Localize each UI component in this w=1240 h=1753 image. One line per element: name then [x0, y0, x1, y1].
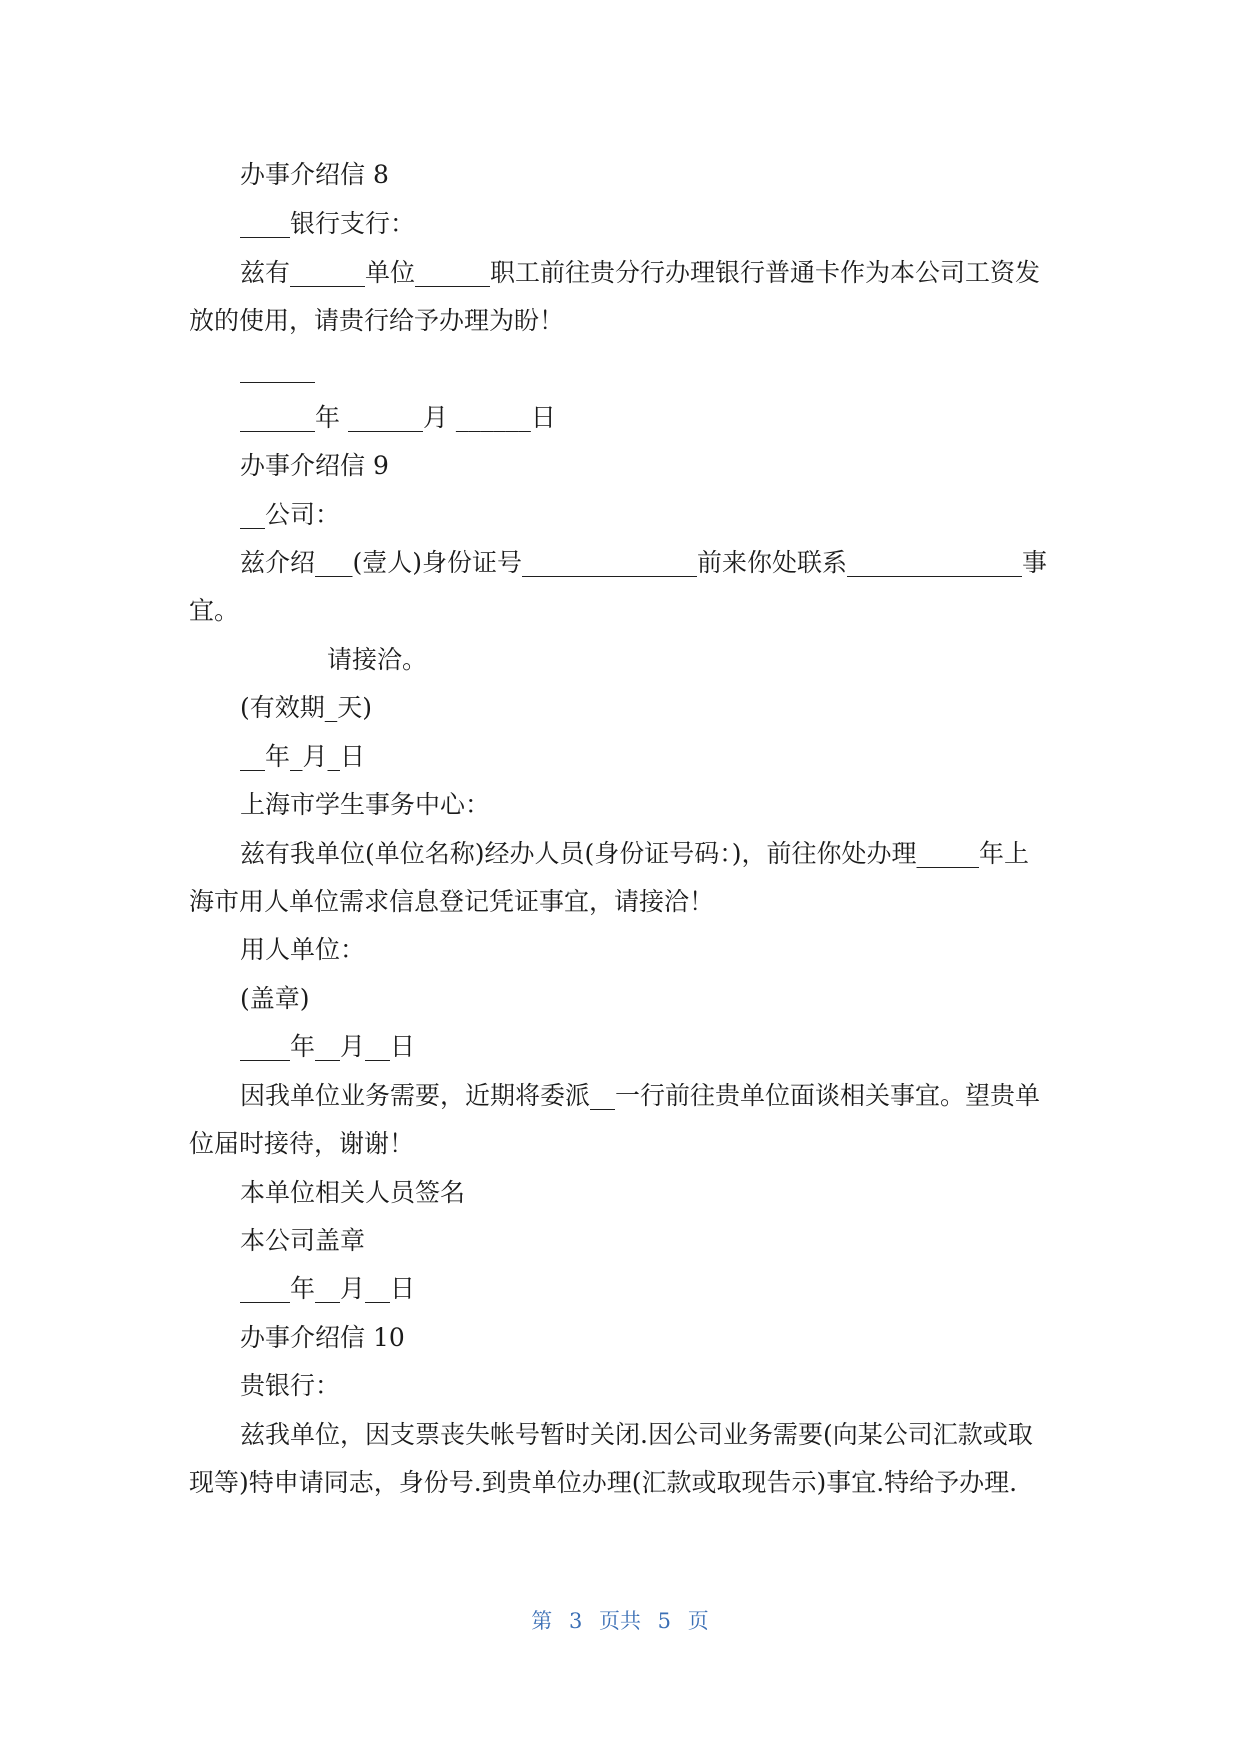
letter-visit-body-line-2: 位届时接待，谢谢！ [189, 1129, 415, 1158]
letter-visit-date: ____年__月__日 [240, 1274, 416, 1303]
letter-shanghai-employer: 用人单位： [240, 935, 366, 964]
letter-9-addressee: __公司： [240, 500, 341, 529]
letter-visit-signature: 本单位相关人员签名 [240, 1178, 466, 1207]
letter-10-addressee: 贵银行： [240, 1371, 341, 1400]
letter-8-body-line-2: 放的使用，请贵行给予办理为盼！ [189, 306, 565, 335]
letter-9-validity: (有效期_天) [240, 693, 373, 722]
letter-8-body-line-1: 兹有______单位______职工前往贵分行办理银行普通卡作为本公司工资发 [240, 258, 1041, 287]
letter-9-date: __年_月_日 [240, 742, 366, 771]
letter-9-title: 办事介绍信 9 [240, 451, 389, 480]
letter-9-closing: 请接洽。 [327, 645, 428, 674]
letter-shanghai-body-line-2: 海市用人单位需求信息登记凭证事宜，请接洽！ [189, 887, 715, 916]
letter-visit-body-line-1: 因我单位业务需要，近期将委派__一行前往贵单位面谈相关事宜。望贵单 [240, 1081, 1041, 1110]
letter-shanghai-seal: (盖章) [240, 984, 310, 1013]
letter-10-title: 办事介绍信 10 [240, 1323, 405, 1352]
letter-10-body-line-1: 兹我单位，因支票丧失帐号暂时关闭.因公司业务需要(向某公司汇款或取 [240, 1420, 1033, 1449]
letter-visit-seal: 本公司盖章 [240, 1226, 366, 1255]
page-number-footer: 第 3 页共 5 页 [531, 1609, 709, 1633]
letter-8-title: 办事介绍信 8 [240, 160, 389, 189]
letter-9-body-line-1: 兹介绍___(壹人)身份证号______________前来你处联系______________事 [240, 548, 1048, 577]
letter-shanghai-date: ____年__月__日 [240, 1032, 416, 1061]
letter-shanghai-body-line-1: 兹有我单位(单位名称)经办人员(身份证号码：)，前往你处办理_____年上 [240, 839, 1030, 868]
letter-9-body-line-2: 宜。 [189, 596, 240, 625]
letter-10-body-line-2: 现等)特申请同志，身份号.到贵单位办理(汇款或取现告示)事宜.特给予办理. [189, 1468, 1018, 1497]
letter-8-signature-blank: ______ [240, 354, 315, 383]
letter-shanghai-addressee: 上海市学生事务中心： [240, 790, 491, 819]
letter-8-addressee: ____银行支行： [240, 209, 416, 238]
letter-8-date: ______年 ______月 ______日 [240, 403, 556, 432]
